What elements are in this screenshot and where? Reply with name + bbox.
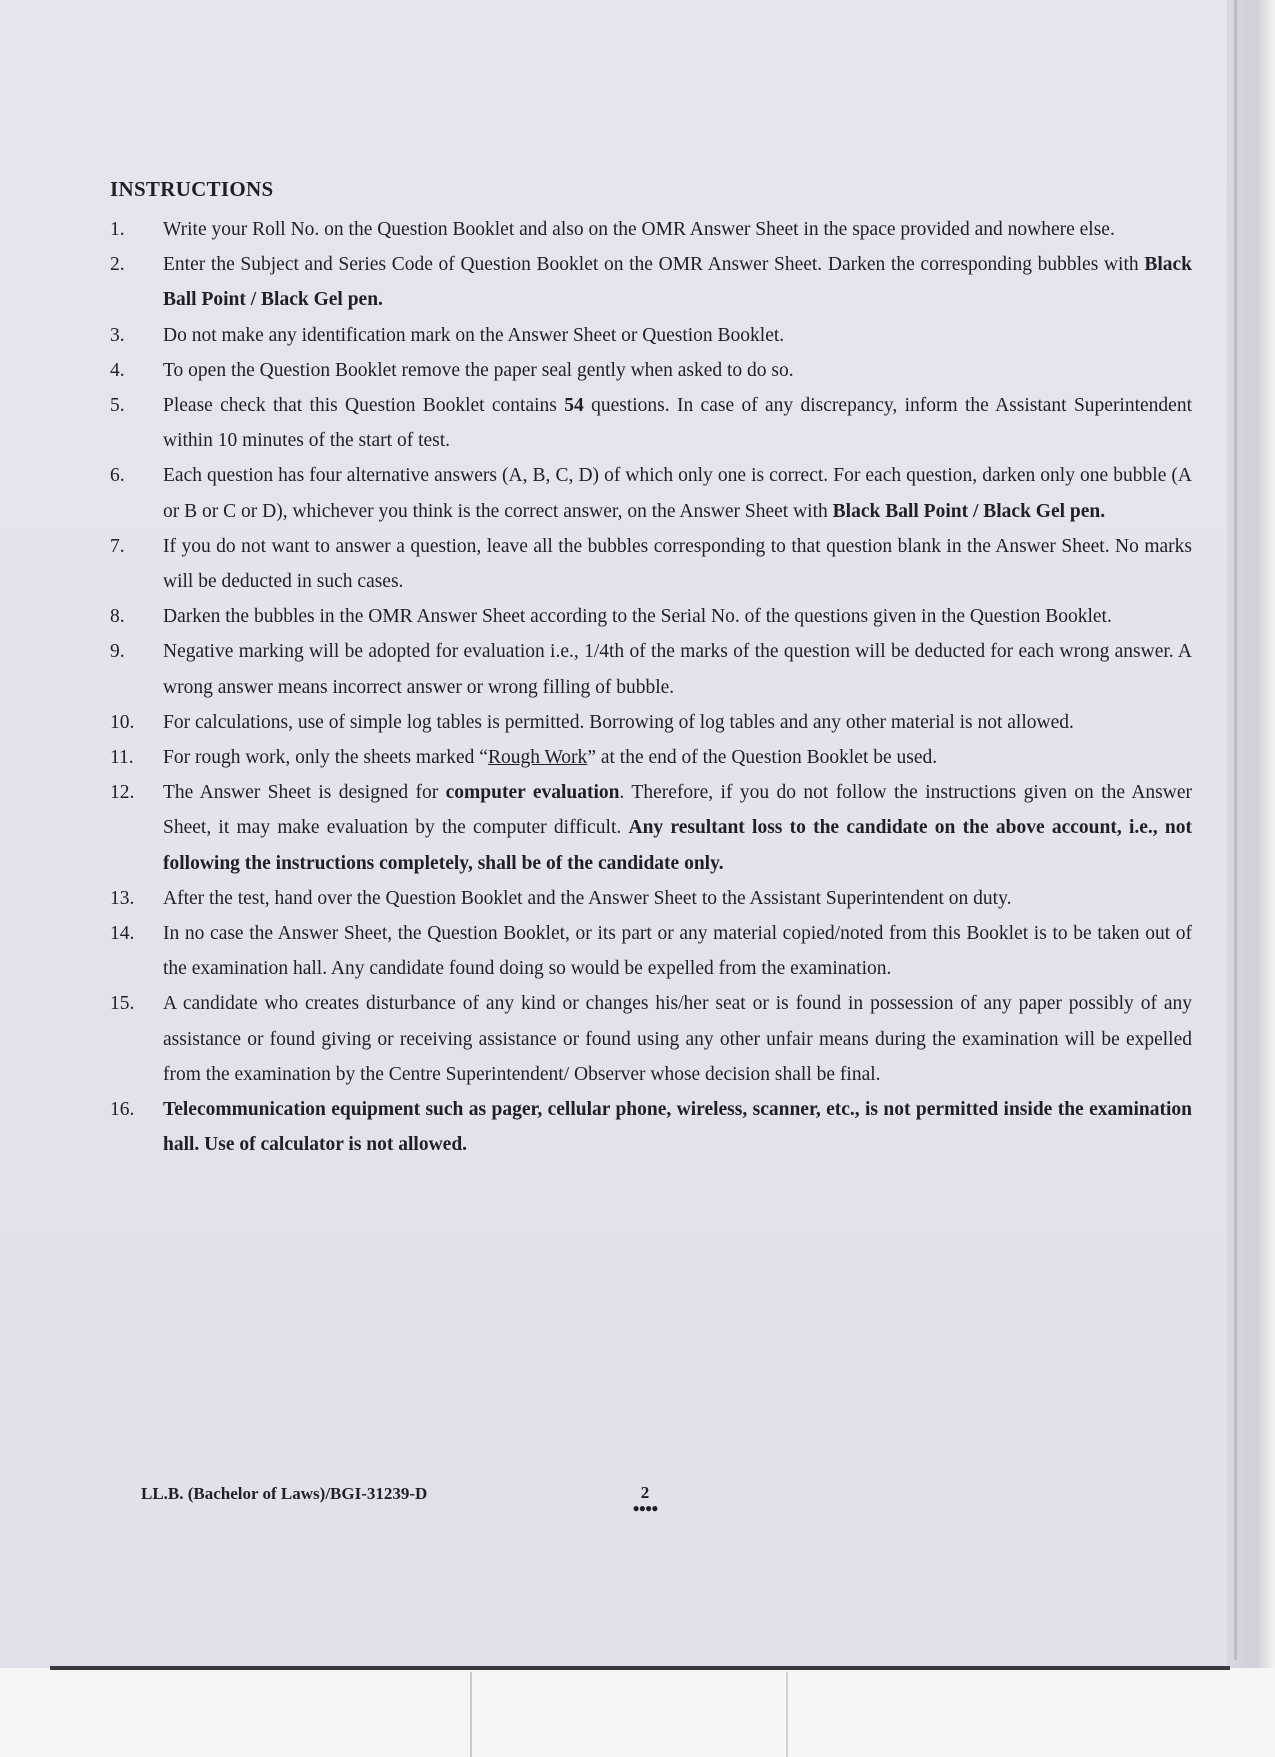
instruction-item-5	[110, 388, 1192, 458]
fold-line	[470, 1672, 472, 1757]
item-text: The Answer Sheet is designed for	[163, 782, 446, 804]
item-text: ” at the end of the Question Booklet be used.	[587, 747, 938, 769]
instruction-item-9	[110, 634, 1192, 704]
item-text: Darken the bubbles in the OMR Answer Sheet according to the Serial No. of the questions given in the Question Booklet.	[163, 606, 1112, 628]
instruction-item-14	[110, 916, 1192, 986]
instruction-item-15	[110, 986, 1192, 1092]
instruction-item-2	[110, 247, 1192, 317]
item-text: For calculations, use of simple log tables is permitted. Borrowing of log tables and any other material is not allowed.	[163, 711, 1074, 733]
page-number: 2	[640, 1483, 650, 1502]
item-text: If you do not want to answer a question, leave all the bubbles corresponding to that question blank in the Answer Sheet. No marks will be deducted in such cases.	[163, 535, 1192, 593]
booklet-code: LL.B. (Bachelor of Laws)/BGI-31239-D	[141, 1484, 428, 1503]
item-text-bold: Telecommunication equipment such as pager, cellular phone, wireless, scanner, etc., is not permitted inside the examination hall. Use of calculator is not allowed.	[163, 1099, 1192, 1156]
item-number: 15.	[110, 993, 135, 1015]
item-number: 10.	[110, 711, 135, 733]
question-count: 54	[564, 395, 584, 417]
item-number: 2.	[110, 254, 125, 276]
instruction-item-8	[110, 599, 1192, 634]
item-number: 7.	[110, 535, 125, 557]
instructions-section	[110, 174, 1192, 1162]
page-bottom-rule	[50, 1666, 1230, 1670]
instructions-heading: INSTRUCTIONS	[110, 177, 274, 201]
item-number: 12.	[110, 782, 135, 804]
item-text-bold: Any resultant loss to the candidate on the above account, i.e., not following the instructions completely, shall be of the candidate only.	[163, 817, 1192, 874]
item-number: 5.	[110, 395, 125, 417]
scan-edge-line	[1234, 0, 1237, 1660]
page-dots-ornament: ●●●●	[632, 1501, 658, 1515]
instruction-item-6	[110, 458, 1192, 528]
instruction-item-13	[110, 881, 1192, 916]
instruction-item-10	[110, 705, 1192, 740]
item-text: Write your Roll No. on the Question Booklet and also on the OMR Answer Sheet in the space provided and nowhere else.	[163, 219, 1115, 240]
instruction-item-16	[110, 1092, 1192, 1162]
scan-bottom-margin	[0, 1668, 1275, 1757]
item-text-bold: Black Ball Point / Black Gel pen.	[832, 500, 1106, 522]
item-text: . Therefore, if you do not follow the instructions given on the Answer Sheet, it may make evaluation by the computer difficult.	[163, 782, 1192, 839]
item-text: A candidate who creates disturbance of any kind or changes his/her seat or is found in possession of any paper possibly of any assistance or found giving or receiving assistance or found using any other unfair means during the examination will be expelled from the examination by the Centre Superintendent/ Observer whose decision shall be final.	[163, 993, 1192, 1085]
instruction-item-4	[110, 353, 1192, 388]
item-text: Do not make any identification mark on the Answer Sheet or Question Booklet.	[163, 324, 785, 346]
item-number: 14.	[110, 923, 135, 945]
instruction-item-12	[110, 775, 1192, 881]
fold-line	[786, 1672, 788, 1757]
instruction-item-11	[110, 740, 1192, 775]
item-number: 1.	[110, 219, 125, 240]
item-text-bold: computer evaluation	[445, 782, 620, 804]
item-number: 13.	[110, 887, 135, 909]
item-text: questions. In case of any discrepancy, inform the Assistant Superintendent within 10 minutes of the start of test.	[163, 395, 1192, 452]
item-text: After the test, hand over the Question Booklet and the Answer Sheet to the Assistant Superintendent on duty.	[163, 887, 1012, 909]
item-number: 8.	[110, 606, 125, 628]
item-text: Negative marking will be adopted for evaluation i.e., 1/4th of the marks of the question will be deducted for each wrong answer. A wrong answer means incorrect answer or wrong filling of bubble.	[163, 641, 1192, 698]
instruction-item-3	[110, 318, 1192, 353]
item-text: In no case the Answer Sheet, the Question Booklet, or its part or any material copied/noted from this Booklet is to be taken out of the examination hall. Any candidate found doing so would be expelled from the examination.	[163, 923, 1192, 980]
item-text: For rough work, only the sheets marked “	[163, 747, 488, 769]
item-number: 16.	[110, 1099, 135, 1121]
instruction-item-7	[110, 529, 1192, 599]
item-number: 9.	[110, 641, 125, 663]
item-text: Each question has four alternative answers (A, B, C, D) of which only one is correct. For each question, darken only one bubble (A or B or C or D), whichever you think is the correct answer, on the Answer Sheet with	[163, 465, 1192, 522]
item-number: 6.	[110, 465, 125, 487]
item-number: 11.	[110, 747, 134, 769]
rough-work-label: Rough Work	[487, 747, 588, 769]
item-text: Please check that this Question Booklet contains	[163, 395, 565, 417]
instruction-item-1	[110, 212, 1192, 247]
item-text-bold: Black Ball Point / Black Gel pen.	[163, 254, 1192, 311]
item-text: Enter the Subject and Series Code of Question Booklet on the OMR Answer Sheet. Darken the corresponding bubbles with	[163, 254, 1145, 276]
item-text: To open the Question Booklet remove the paper seal gently when asked to do so.	[163, 359, 794, 381]
item-number: 3.	[110, 324, 125, 346]
item-number: 4.	[110, 359, 125, 381]
page-number-block	[620, 1484, 670, 1514]
